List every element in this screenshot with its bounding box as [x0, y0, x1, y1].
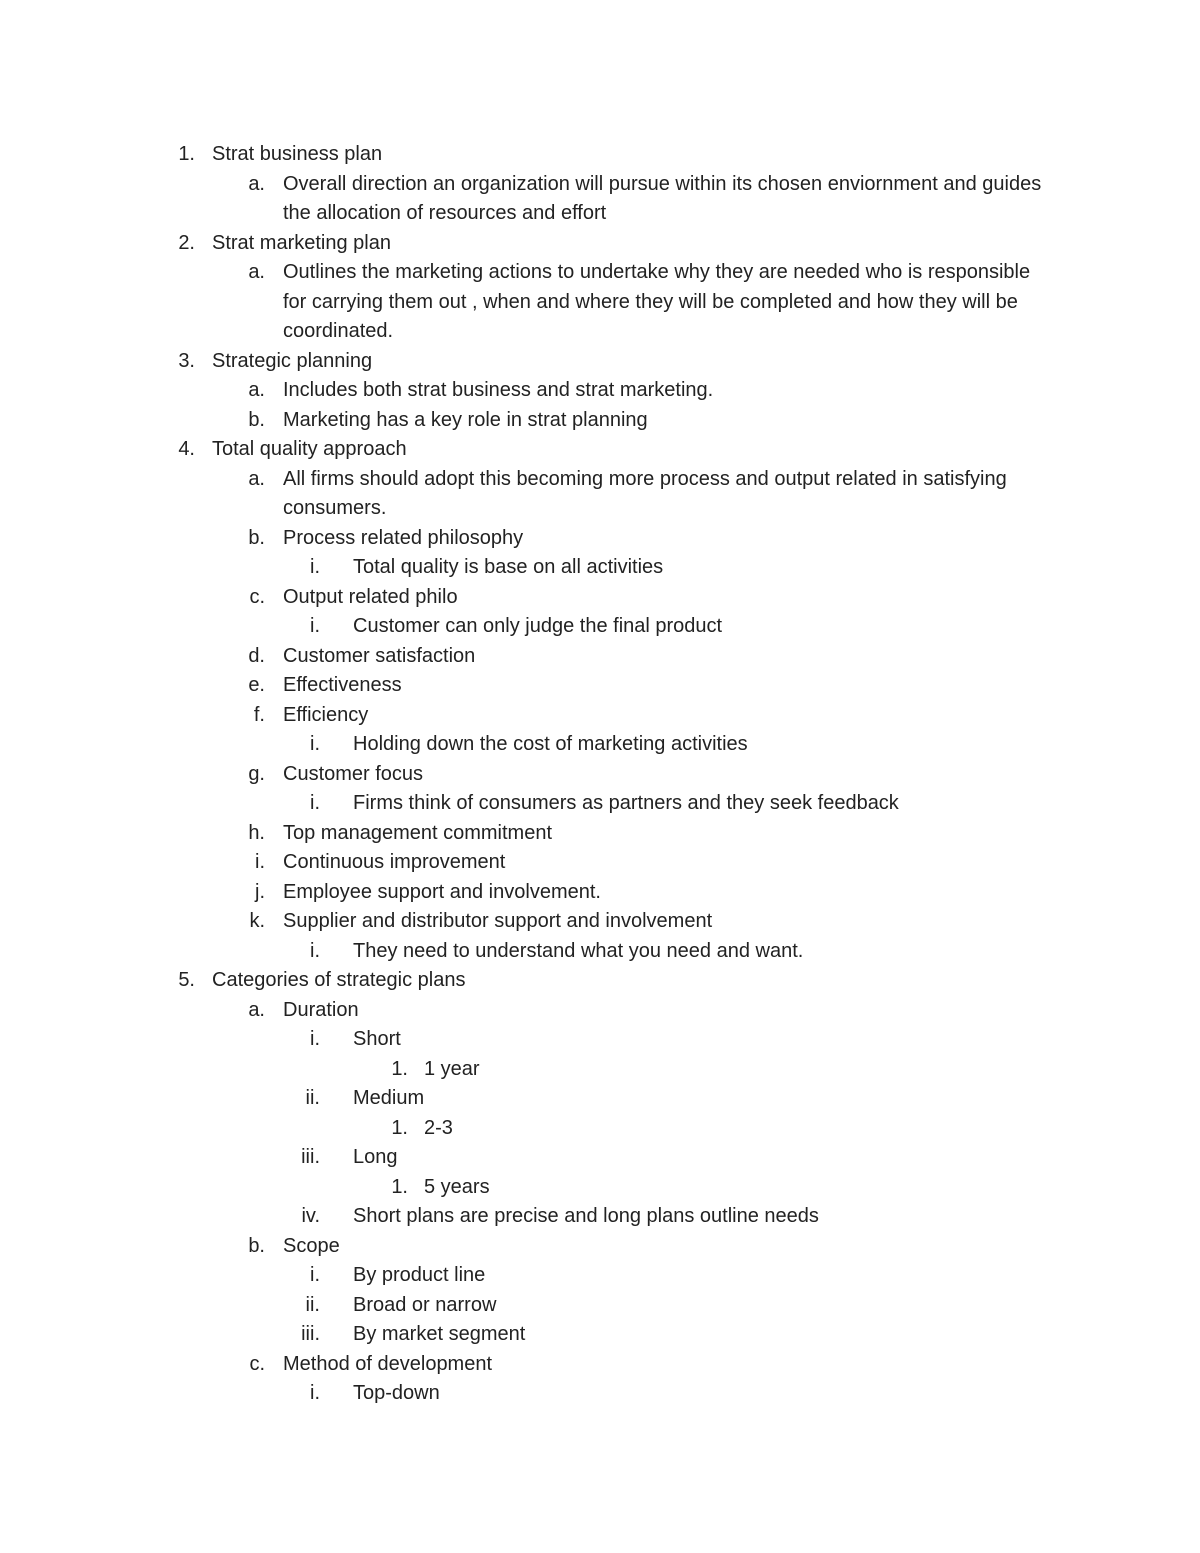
list-item [0, 819, 1200, 849]
list-item-text: Long [353, 1146, 398, 1168]
list-marker: 1. [391, 1057, 408, 1080]
list-marker: i. [310, 556, 320, 578]
list-item-text: Scope [283, 1234, 340, 1257]
list-marker: i. [310, 733, 320, 755]
list-item [0, 1261, 1200, 1291]
list-marker: h. [248, 821, 265, 844]
list-item [0, 671, 1200, 701]
list-marker: b. [248, 1234, 265, 1257]
list-marker: ii. [305, 1293, 320, 1316]
list-item [0, 524, 1200, 554]
list-marker: i. [310, 792, 320, 814]
list-marker: f. [253, 703, 265, 726]
list-marker: iv. [301, 1205, 320, 1227]
list-item [0, 760, 1200, 790]
list-item [0, 1291, 1200, 1321]
list-marker: i. [310, 615, 320, 637]
list-marker: d. [248, 644, 265, 667]
list-item [0, 1114, 1200, 1144]
list-item [0, 966, 1200, 996]
list-item [0, 583, 1200, 613]
list-marker: 1. [391, 1116, 408, 1139]
list-item [0, 229, 1200, 259]
list-item-text: Method of development [283, 1352, 493, 1375]
list-item-text: 1 year [424, 1057, 480, 1080]
list-item [0, 1350, 1200, 1380]
list-item [0, 907, 1200, 937]
list-item-text: They need to understand what you need and want. [353, 939, 804, 962]
list-item-text: Employee support and involvement. [283, 880, 601, 903]
list-marker: i. [310, 939, 320, 962]
list-item-text: Strategic planning [212, 349, 373, 372]
list-item-text: Customer can only judge the final product [353, 615, 723, 637]
list-item [0, 1320, 1200, 1350]
list-item-text: Outlines the marketing actions to undertake why they are needed who is responsible for carrying them out , when and where they will be completed and how they will be coordinated. [283, 261, 1031, 342]
list-item [0, 258, 1200, 347]
list-marker: b. [248, 526, 265, 549]
list-marker: 2. [178, 231, 195, 254]
list-item-text: Output related philo [283, 585, 458, 608]
list-marker: ii. [305, 1087, 320, 1109]
list-marker: 3. [178, 349, 195, 372]
list-item-text: Top management commitment [283, 821, 553, 844]
list-item-text: Overall direction an organization will pursue within its chosen enviornment and guides the allocation of resources and effort [283, 172, 1042, 224]
list-marker: a. [248, 467, 265, 490]
list-item [0, 612, 1200, 642]
list-item [0, 1084, 1200, 1114]
outline-list [0, 140, 1200, 1409]
list-item-text: Medium [353, 1087, 425, 1109]
list-marker: i. [255, 851, 265, 873]
list-marker: i. [310, 1382, 320, 1404]
list-marker: 5. [178, 969, 195, 991]
list-item [0, 1379, 1200, 1409]
list-marker: a. [248, 379, 265, 401]
list-marker: i. [310, 1028, 320, 1050]
list-item [0, 1232, 1200, 1262]
list-item-text: Categories of strategic plans [212, 969, 466, 991]
list-item-text: Total quality approach [212, 438, 407, 460]
list-item-text: Marketing has a key role in strat planning [283, 408, 648, 431]
list-item [0, 996, 1200, 1026]
list-item-text: 2-3 [424, 1116, 453, 1139]
list-marker: e. [248, 674, 265, 696]
list-marker: g. [248, 762, 265, 785]
list-item-text: All firms should adopt this becoming more process and output related in satisfying consumers. [283, 467, 1007, 519]
list-item [0, 1055, 1200, 1085]
list-item-text: 5 years [424, 1175, 490, 1198]
list-marker: iii. [301, 1146, 320, 1168]
list-item-text: Broad or narrow [353, 1293, 497, 1316]
list-item [0, 1025, 1200, 1055]
list-item-text: Continuous improvement [283, 851, 506, 873]
list-marker: c. [249, 1352, 265, 1375]
list-item [0, 730, 1200, 760]
list-item [0, 1173, 1200, 1203]
list-item-text: Short [353, 1028, 401, 1050]
list-item [0, 878, 1200, 908]
list-item [0, 1202, 1200, 1232]
list-item-text: Total quality is base on all activities [353, 556, 664, 578]
list-item [0, 701, 1200, 731]
list-item-text: Top-down [353, 1382, 440, 1404]
list-item [0, 435, 1200, 465]
list-item [0, 553, 1200, 583]
list-marker: c. [249, 585, 265, 608]
list-marker: a. [248, 172, 265, 195]
list-item-text: Duration [283, 998, 359, 1021]
list-marker: k. [249, 910, 265, 932]
list-item-text: Strat business plan [212, 143, 383, 165]
list-item [0, 937, 1200, 967]
list-item-text: Customer satisfaction [283, 644, 476, 667]
list-item [0, 789, 1200, 819]
list-marker: a. [248, 261, 265, 283]
list-item-text: Includes both strat business and strat marketing. [283, 379, 714, 401]
list-marker: b. [248, 408, 265, 431]
list-item [0, 1143, 1200, 1173]
list-marker: 4. [178, 438, 195, 460]
list-item-text: Effectiveness [283, 674, 402, 696]
list-item-text: Short plans are precise and long plans outline needs [353, 1205, 819, 1227]
list-item-text: By market segment [353, 1323, 526, 1345]
list-marker: j. [255, 880, 265, 903]
list-item [0, 376, 1200, 406]
list-item [0, 140, 1200, 170]
list-item [0, 170, 1200, 229]
list-item-text: Holding down the cost of marketing activities [353, 733, 748, 755]
list-item [0, 465, 1200, 524]
list-item-text: Strat marketing plan [212, 231, 391, 254]
list-marker: iii. [301, 1323, 320, 1345]
list-marker: a. [248, 998, 265, 1021]
list-item [0, 406, 1200, 436]
list-item-text: Process related philosophy [283, 526, 524, 549]
list-item [0, 642, 1200, 672]
list-marker: 1. [178, 143, 195, 165]
list-item-text: Firms think of consumers as partners and they seek feedback [353, 792, 899, 814]
list-item [0, 848, 1200, 878]
list-item-text: By product line [353, 1264, 486, 1286]
list-marker: 1. [391, 1175, 408, 1198]
list-item-text: Supplier and distributor support and involvement [283, 910, 713, 932]
list-marker: i. [310, 1264, 320, 1286]
list-item-text: Customer focus [283, 762, 424, 785]
list-item [0, 347, 1200, 377]
list-item-text: Efficiency [283, 703, 369, 726]
